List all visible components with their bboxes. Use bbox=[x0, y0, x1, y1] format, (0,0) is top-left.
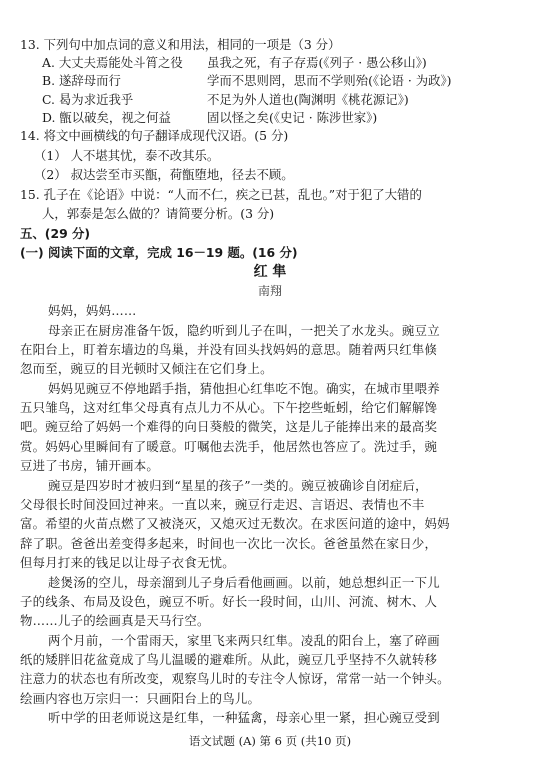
article-line: 富。希望的火苗点燃了又被浇灭，又熄灭过无数次。在求医问道的途中，妈妈 bbox=[20, 516, 450, 531]
q13-option-b: B. 遂辞母而行 bbox=[42, 73, 121, 88]
section-5-heading: 五、(29 分) bbox=[20, 226, 91, 241]
q13-option-a: A. 大丈夫焉能处斗筲之役 bbox=[42, 55, 183, 70]
article-line: 听中学的田老师说这是红隼，一种猛禽，母亲心里一紧，担心豌豆受到 bbox=[48, 710, 440, 725]
article-line: 物……儿子的绘画真是天马行空。 bbox=[20, 613, 210, 628]
article-line: 在阳台上，盯着东墙边的鸟巢，并没有回头找妈妈的意思。随着两只红隼倏 bbox=[20, 342, 438, 357]
article-line: 父母很长时间没回过神来。一直以来，豌豆行走迟、言语迟、表情也不丰 bbox=[20, 497, 425, 512]
q13-option-c: C. 曷为求近我乎 bbox=[42, 92, 134, 107]
article-line: 绘画内容也万宗归一：只画阳台上的鸟儿。 bbox=[20, 691, 261, 706]
q13-option-c-compare: 不足为外人道也(陶渊明《桃花源记》) bbox=[207, 92, 409, 107]
q15-line-2: 人，郭泰是怎么做的？请简要分析。(3 分) bbox=[42, 206, 275, 221]
article-line: 但每月打来的钱足以让母子衣食无忧。 bbox=[20, 555, 235, 570]
q15-line-1: 15. 孔子在《论语》中说：“人而不仁，疾之已甚，乱也。”对于犯了大错的 bbox=[20, 187, 422, 202]
article-line: 吧。豌豆给了妈妈一个难得的向日葵般的微笑，这是儿子能捧出来的最高奖 bbox=[20, 419, 438, 434]
article-line: 五只雏鸟，这对红隼父母真有点儿力不从心。下午挖些蚯蚓，给它们解解馋 bbox=[20, 400, 438, 415]
article-line: 豌豆是四岁时才被归到“星星的孩子”一类的。豌豆被确诊自闭症后， bbox=[48, 478, 428, 493]
q13-option-b-compare: 学而不思则罔，思而不学则殆(《论语 · 为政》) bbox=[207, 73, 452, 88]
article-line: 注意力的状态也有所改变，观察鸟儿时的专注令人惊讶，常常一站一个钟头。 bbox=[20, 671, 450, 686]
article-line: 纸的矮胖旧花盆竟成了鸟儿温暖的避难所。从此，豌豆几乎坚持不久就转移 bbox=[20, 652, 438, 667]
q13-option-d: D. 甑以破矣，视之何益 bbox=[42, 110, 171, 125]
q13-stem: 13. 下列句中加点词的意义和用法，相同的一项是（3 分） bbox=[20, 37, 341, 52]
q14-stem: 14. 将文中画横线的句子翻译成现代汉语。(5 分) bbox=[20, 128, 289, 143]
article-line: 妈妈见豌豆不停地蹈手指，猜他担心红隼吃不饱。确实，在城市里喂养 bbox=[48, 381, 440, 396]
article-line: 辞了职。爸爸出差变得多起来，时间也一次比一次长。爸爸虽然在家日少， bbox=[20, 536, 438, 551]
article-title: 红 隼 bbox=[253, 264, 287, 280]
article-line: 子的线条、布局及设色，豌豆不听。好长一段时间，山川、河流、树木、人 bbox=[20, 594, 438, 609]
article-line: 趁煲汤的空儿，母亲溜到儿子身后看他画画。以前，她总想纠正一下儿 bbox=[48, 575, 440, 590]
q13-option-d-compare: 固以怪之矣(《史记 · 陈涉世家》) bbox=[207, 110, 378, 125]
q14-item-2: （2） 叔达尝至市买甑，荷甑堕地，径去不顾。 bbox=[34, 167, 294, 182]
q14-item-1: （1） 人不堪其忧，泰不改其乐。 bbox=[34, 148, 220, 163]
article-line: 母亲正在厨房准备午饭，隐约听到儿子在叫，一把关了水龙头。豌豆立 bbox=[48, 323, 440, 338]
article-line: 忽而至，豌豆的目光顿时又倾注在它们身上。 bbox=[20, 361, 273, 376]
article-line: 两个月前，一个雷雨天，家里飞来两只红隼。凌乱的阳台上，塞了碎画 bbox=[48, 633, 440, 648]
article-line: 妈妈，妈妈…… bbox=[48, 303, 137, 318]
article-line: 豆进了书房，铺开画本。 bbox=[20, 458, 160, 473]
article-author: 南翔 bbox=[257, 284, 282, 298]
page-footer: 语文试题 (A) 第 6 页 (共10 页) bbox=[188, 734, 352, 748]
q13-option-a-compare: 虽我之死，有子存焉(《列子 · 愚公移山》) bbox=[207, 55, 427, 70]
part-1-instructions: (一) 阅读下面的文章，完成 16－19 题。(16 分) bbox=[20, 245, 298, 260]
article-line: 赏。妈妈心里瞬间有了暖意。叮嘱他去洗手，他居然也答应了。洗过手，豌 bbox=[20, 439, 438, 454]
